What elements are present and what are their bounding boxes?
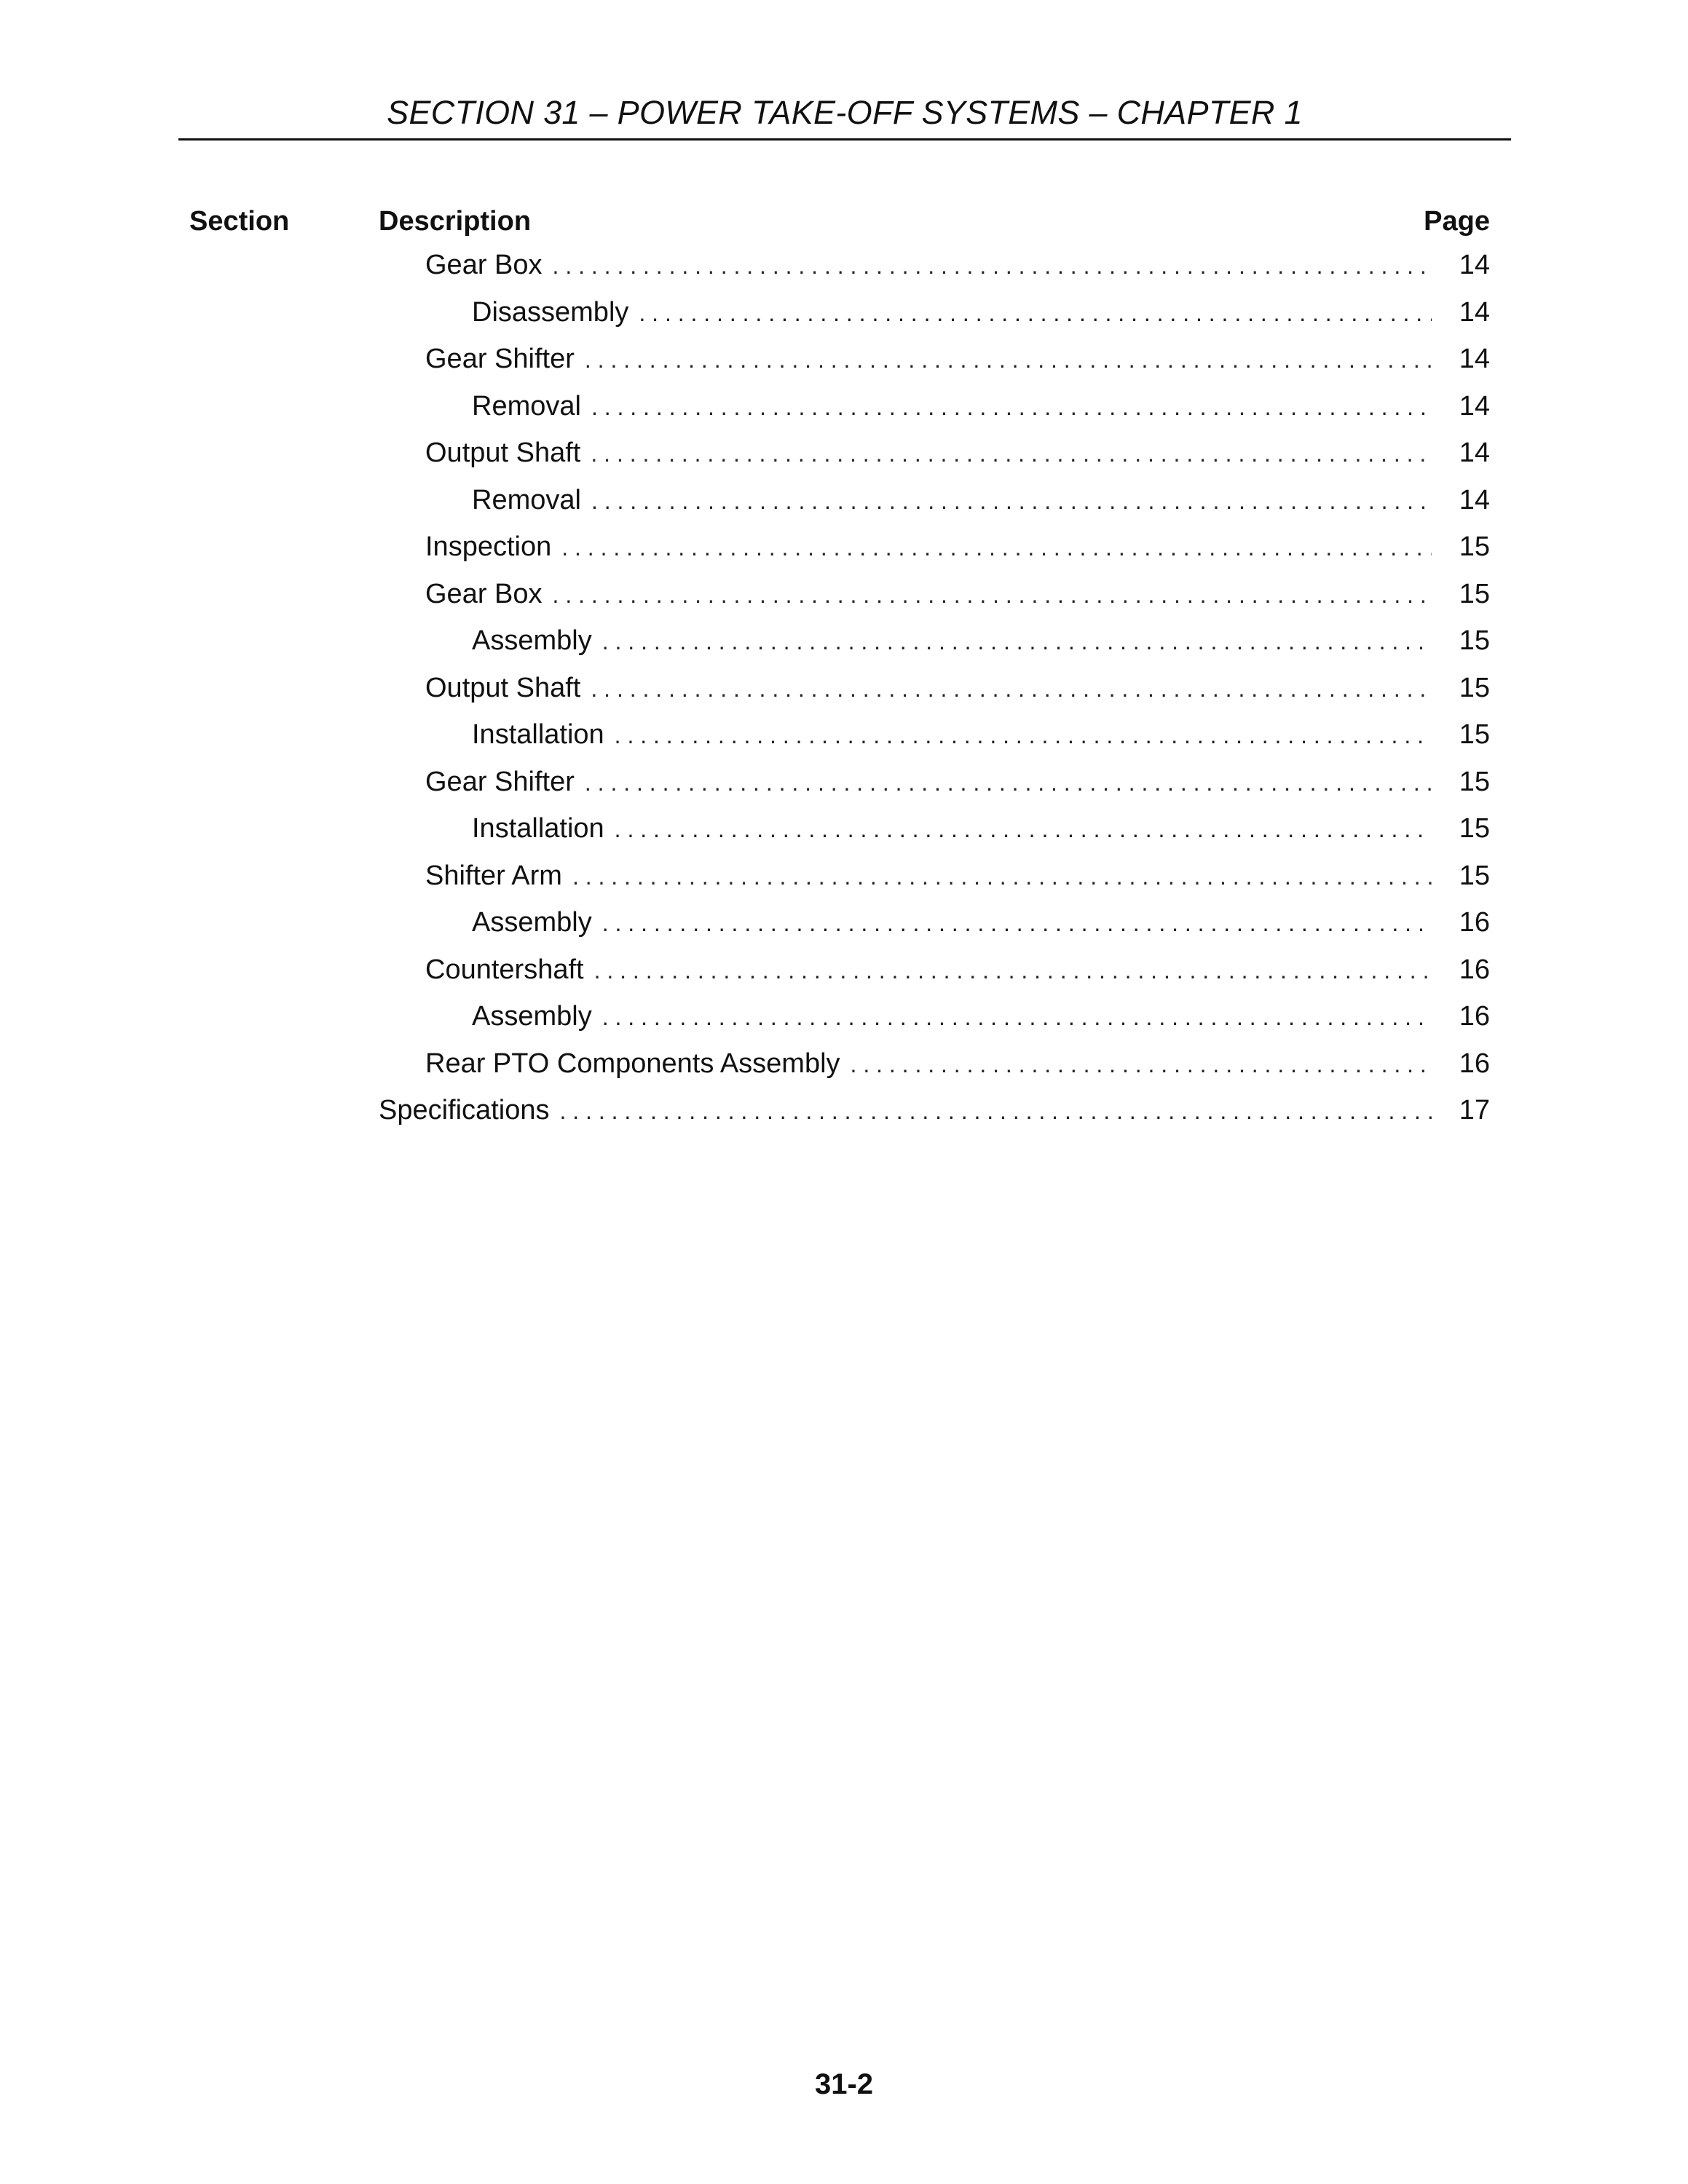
toc-entry[interactable] bbox=[425, 341, 1490, 376]
toc-entry[interactable] bbox=[425, 1046, 1490, 1081]
toc-entry[interactable] bbox=[425, 577, 1490, 612]
toc-entry[interactable] bbox=[379, 1093, 1490, 1128]
toc-entry[interactable] bbox=[472, 811, 1490, 846]
toc-entry-page: 15 bbox=[1459, 766, 1490, 797]
dot-leader bbox=[602, 624, 1432, 658]
dot-leader bbox=[553, 248, 1432, 282]
dot-leader bbox=[639, 296, 1432, 330]
toc-entry[interactable] bbox=[425, 952, 1490, 987]
toc-entry-label: Gear Shifter bbox=[425, 344, 575, 374]
toc-entry-label: Installation bbox=[472, 813, 604, 844]
toc-entry[interactable] bbox=[472, 623, 1490, 658]
toc-entry-page: 15 bbox=[1459, 672, 1490, 703]
toc-entry-label: Removal bbox=[472, 484, 581, 515]
toc-entry-label: Gear Box bbox=[425, 578, 543, 609]
dot-leader bbox=[602, 906, 1432, 940]
toc-entry-page: 14 bbox=[1459, 296, 1490, 328]
dot-leader bbox=[615, 718, 1432, 752]
toc-entry[interactable] bbox=[472, 905, 1490, 940]
page-header-title: SECTION 31 – POWER TAKE-OFF SYSTEMS – CHAPTER 1 bbox=[387, 94, 1303, 131]
toc-entry-label: Assembly bbox=[472, 907, 592, 938]
toc-entry-page: 14 bbox=[1459, 484, 1490, 515]
toc-entry-page: 14 bbox=[1459, 390, 1490, 422]
toc-entry-label: Installation bbox=[472, 719, 604, 750]
toc-entry-page: 15 bbox=[1459, 860, 1490, 891]
toc-entry[interactable] bbox=[425, 858, 1490, 893]
toc-entry-page: 15 bbox=[1459, 578, 1490, 609]
dot-leader bbox=[591, 671, 1432, 705]
dot-leader bbox=[591, 436, 1432, 470]
toc-entry-page: 15 bbox=[1459, 531, 1490, 562]
page-number: 31-2 bbox=[814, 2068, 874, 2100]
dot-leader bbox=[553, 577, 1432, 612]
column-header-description: Description bbox=[379, 206, 532, 237]
toc-entry-label: Output Shaft bbox=[425, 438, 581, 468]
toc-entry-label: Assembly bbox=[472, 1001, 592, 1032]
toc-entry[interactable] bbox=[472, 999, 1490, 1034]
column-header-section: Section bbox=[189, 206, 290, 237]
dot-leader bbox=[615, 812, 1432, 846]
column-header-page: Page bbox=[1424, 206, 1490, 237]
toc-entry-page: 15 bbox=[1459, 625, 1490, 656]
dot-leader bbox=[591, 389, 1432, 424]
toc-entry[interactable] bbox=[425, 529, 1490, 564]
dot-leader bbox=[851, 1047, 1432, 1081]
toc-entry-page: 14 bbox=[1459, 250, 1490, 280]
dot-leader bbox=[585, 342, 1432, 376]
dot-leader bbox=[585, 765, 1432, 799]
toc-entry[interactable] bbox=[425, 764, 1490, 799]
toc-entry-page: 17 bbox=[1459, 1095, 1490, 1125]
toc-entry-page: 14 bbox=[1459, 344, 1490, 374]
toc-entry-label: Specifications bbox=[379, 1095, 550, 1125]
dot-leader bbox=[591, 483, 1432, 518]
toc-entry-page: 15 bbox=[1459, 719, 1490, 750]
toc-entry[interactable] bbox=[425, 248, 1490, 282]
toc-entry[interactable] bbox=[425, 670, 1490, 705]
toc-entry-label: Removal bbox=[472, 390, 581, 422]
toc-entry-page: 15 bbox=[1459, 813, 1490, 844]
dot-leader bbox=[594, 953, 1432, 987]
toc-entry-page: 16 bbox=[1459, 1001, 1490, 1032]
toc-entry-label: Shifter Arm bbox=[425, 860, 562, 891]
header-divider bbox=[178, 138, 1511, 141]
dot-leader bbox=[559, 1093, 1432, 1128]
toc-entry-label: Assembly bbox=[472, 625, 592, 656]
toc-entry[interactable] bbox=[425, 435, 1490, 470]
toc-entry-label: Disassembly bbox=[472, 296, 629, 328]
dot-leader bbox=[561, 530, 1432, 564]
toc-entry[interactable] bbox=[472, 717, 1490, 752]
toc-entry-label: Gear Box bbox=[425, 250, 543, 280]
toc-entry-label: Rear PTO Components Assembly bbox=[425, 1048, 840, 1079]
toc-entry-label: Inspection bbox=[425, 531, 552, 562]
toc-entry-label: Output Shaft bbox=[425, 672, 581, 703]
toc-entry[interactable] bbox=[472, 483, 1490, 518]
toc-entry-page: 16 bbox=[1459, 954, 1490, 985]
toc-entry-label: Countershaft bbox=[425, 954, 584, 985]
dot-leader bbox=[602, 1000, 1432, 1034]
toc-entry-page: 14 bbox=[1459, 438, 1490, 468]
dot-leader bbox=[572, 859, 1432, 893]
toc-entry[interactable] bbox=[472, 389, 1490, 424]
toc-entry[interactable] bbox=[472, 295, 1490, 330]
toc-entry-label: Gear Shifter bbox=[425, 766, 575, 797]
toc-entry-page: 16 bbox=[1459, 907, 1490, 938]
toc-entry-page: 16 bbox=[1459, 1048, 1490, 1079]
